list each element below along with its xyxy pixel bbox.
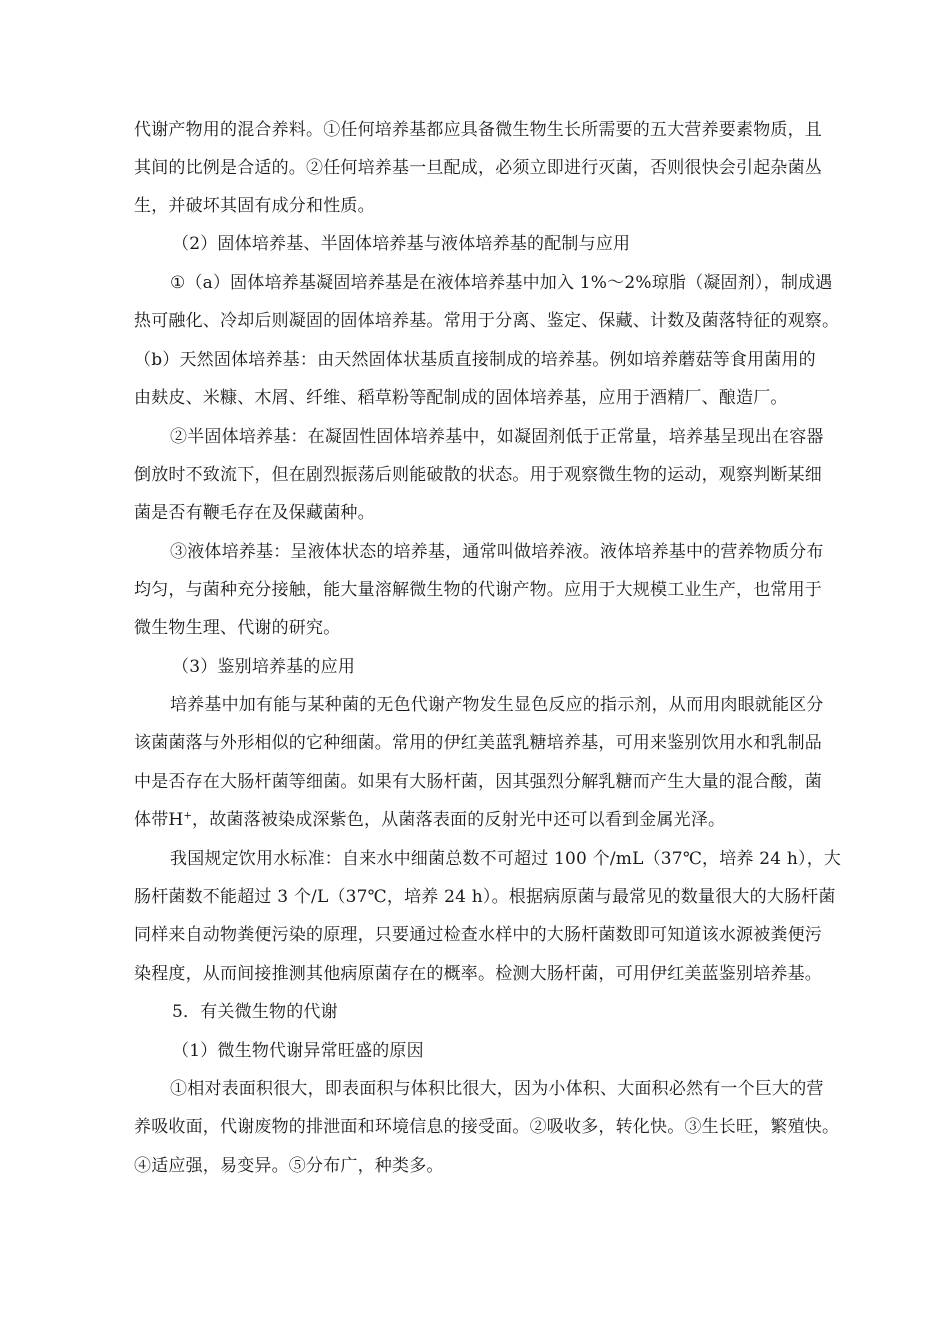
- paragraph-line: 倒放时不致流下，但在剧烈振荡后则能破散的状态。用于观察微生物的运动，观察判断某细: [134, 465, 822, 485]
- paragraph-line: 养吸收面，代谢废物的排泄面和环境信息的接受面。②吸收多，转化快。③生长旺，繁殖快。: [134, 1117, 840, 1137]
- paragraph-line: 菌是否有鞭毛存在及保藏菌种。: [134, 503, 375, 523]
- section-heading: （1）微生物代谢异常旺盛的原因: [172, 1041, 424, 1061]
- paragraph-line: 均匀，与菌种充分接触，能大量溶解微生物的代谢产物。应用于大规模工业生产，也常用于: [134, 580, 822, 600]
- paragraph-line: 培养基中加有能与某种菌的无色代谢产物发生显色反应的指示剂，从而用肉眼就能区分: [170, 695, 824, 715]
- paragraph-line: 中是否存在大肠杆菌等细菌。如果有大肠杆菌，因其强烈分解乳糖而产生大量的混合酸，菌: [134, 772, 822, 792]
- paragraph-line: 热可融化、冷却后则凝固的固体培养基。常用于分离、鉴定、保藏、计数及菌落特征的观察。: [134, 311, 840, 331]
- paragraph-line: ④适应强，易变异。⑤分布广，种类多。: [134, 1156, 444, 1176]
- paragraph-line: ①（a）固体培养基凝固培养基是在液体培养基中加入 1%～2%琼脂（凝固剂），制成遇: [170, 273, 833, 293]
- paragraph-line: 微生物生理、代谢的研究。: [134, 618, 341, 638]
- text-span: ，故菌落被染成深紫色，从菌落表面的反射光中还可以看到金属光泽。: [192, 810, 726, 830]
- paragraph-line: ③液体培养基：呈液体状态的培养基，通常叫做培养液。液体培养基中的营养物质分布: [170, 542, 824, 562]
- paragraph-line: 其间的比例是合适的。②任何培养基一旦配成，必须立即进行灭菌，否则很快会引起杂菌丛: [134, 158, 822, 178]
- text-span: 体带H: [134, 810, 184, 830]
- section-heading: 5．有关微生物的代谢: [172, 1002, 338, 1022]
- paragraph-line: 该菌菌落与外形相似的它种细菌。常用的伊红美蓝乳糖培养基，可用来鉴别饮用水和乳制品: [134, 733, 822, 753]
- paragraph-line: ②半固体培养基：在凝固性固体培养基中，如凝固剂低于正常量，培养基呈现出在容器: [170, 427, 824, 447]
- paragraph-line: 染程度，从而间接推测其他病原菌存在的概率。检测大肠杆菌，可用伊红美蓝鉴别培养基。: [134, 964, 822, 984]
- paragraph-line: （b）天然固体培养基：由天然固体状基质直接制成的培养基。例如培养蘑菇等食用菌用的: [134, 350, 816, 370]
- paragraph-line: 肠杆菌数不能超过 3 个/L（37℃，培养 24 h）。根据病原菌与最常见的数量很大的大肠杆菌: [134, 887, 836, 907]
- paragraph-line: 同样来自动物粪便污染的原理，只要通过检查水样中的大肠杆菌数即可知道该水源被粪便污: [134, 925, 822, 945]
- paragraph-line: [0, 805, 950, 835]
- section-heading: （3）鉴别培养基的应用: [172, 657, 356, 677]
- superscript: +: [183, 810, 193, 822]
- paragraph-line: 代谢产物用的混合养料。①任何培养基都应具备微生物生长所需要的五大营养要素物质，且: [134, 120, 822, 140]
- paragraph-line: 由麸皮、米糠、木屑、纤维、稻草粉等配制成的固体培养基，应用于酒精厂、酿造厂。: [134, 388, 788, 408]
- paragraph-line: ①相对表面积很大，即表面积与体积比很大，因为小体积、大面积必然有一个巨大的营: [170, 1079, 824, 1099]
- paragraph-line: 生，并破坏其固有成分和性质。: [134, 196, 375, 216]
- paragraph-line: 我国规定饮用水标准：自来水中细菌总数不可超过 100 个/mL（37℃，培养 24 h），大: [170, 849, 842, 869]
- section-heading: （2）固体培养基、半固体培养基与液体培养基的配制与应用: [172, 234, 631, 254]
